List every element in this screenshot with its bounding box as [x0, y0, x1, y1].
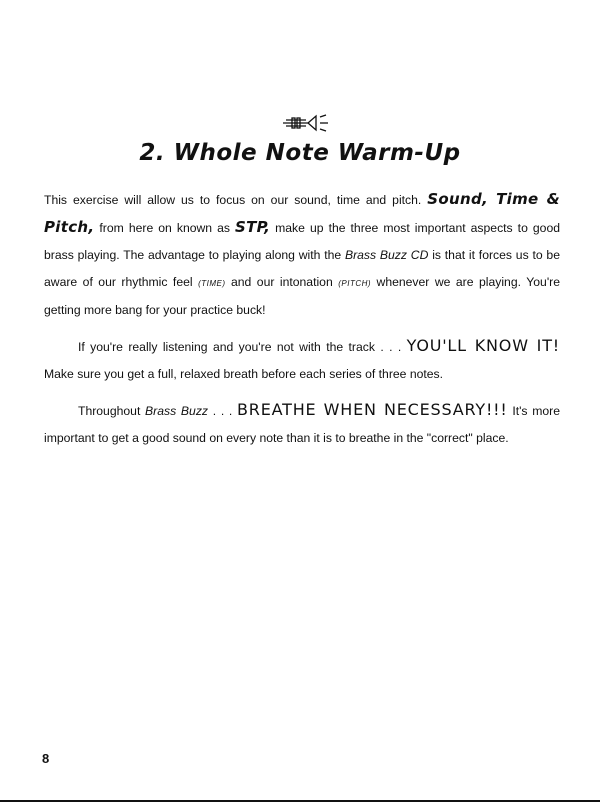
pitch-note: (PITCH) — [338, 279, 372, 288]
body-text — [44, 186, 560, 452]
book-title: Brass Buzz — [145, 404, 209, 418]
paragraph-breathe: Throughout Brass Buzz . . . BREATHE WHEN NECESSARY!!! It's more important to get a good sound on every note than it is to breathe in the "correct" place. — [44, 400, 560, 445]
stp-emphasis: Sound, Time & Pitch, — [44, 190, 560, 236]
page-bottom-rule — [0, 800, 600, 802]
time-note: (TIME) — [198, 279, 226, 288]
paragraph-listening: If you're really listening and you're not with the track . . . YOU'LL KNOW IT! Make sure you get a full, relaxed breath before each series of three notes. — [44, 336, 560, 381]
page-title: 2. Whole Note Warm-Up — [139, 140, 461, 166]
page-number: 8 — [42, 751, 50, 766]
stp-acronym: STP, — [235, 218, 271, 236]
cd-title: Brass Buzz CD — [344, 248, 429, 262]
know-it-emphasis: YOU'LL KNOW IT! — [406, 336, 560, 355]
paragraph-intro: This exercise will allow us to focus on our sound, time and pitch. Sound, Time & Pitch, from here on known as STP, make up the three most important aspects to good brass playing. The advantage to playing along with the Brass Buzz CD is that it forces us to be aware of our rhythmic feel (TIME) and our intonation (PITCH) whenever we are playing. You're getting more bang for your practice buck! — [44, 190, 560, 317]
breathe-emphasis: BREATHE WHEN NECESSARY!!! — [237, 400, 508, 419]
trumpet-icon — [282, 114, 332, 132]
